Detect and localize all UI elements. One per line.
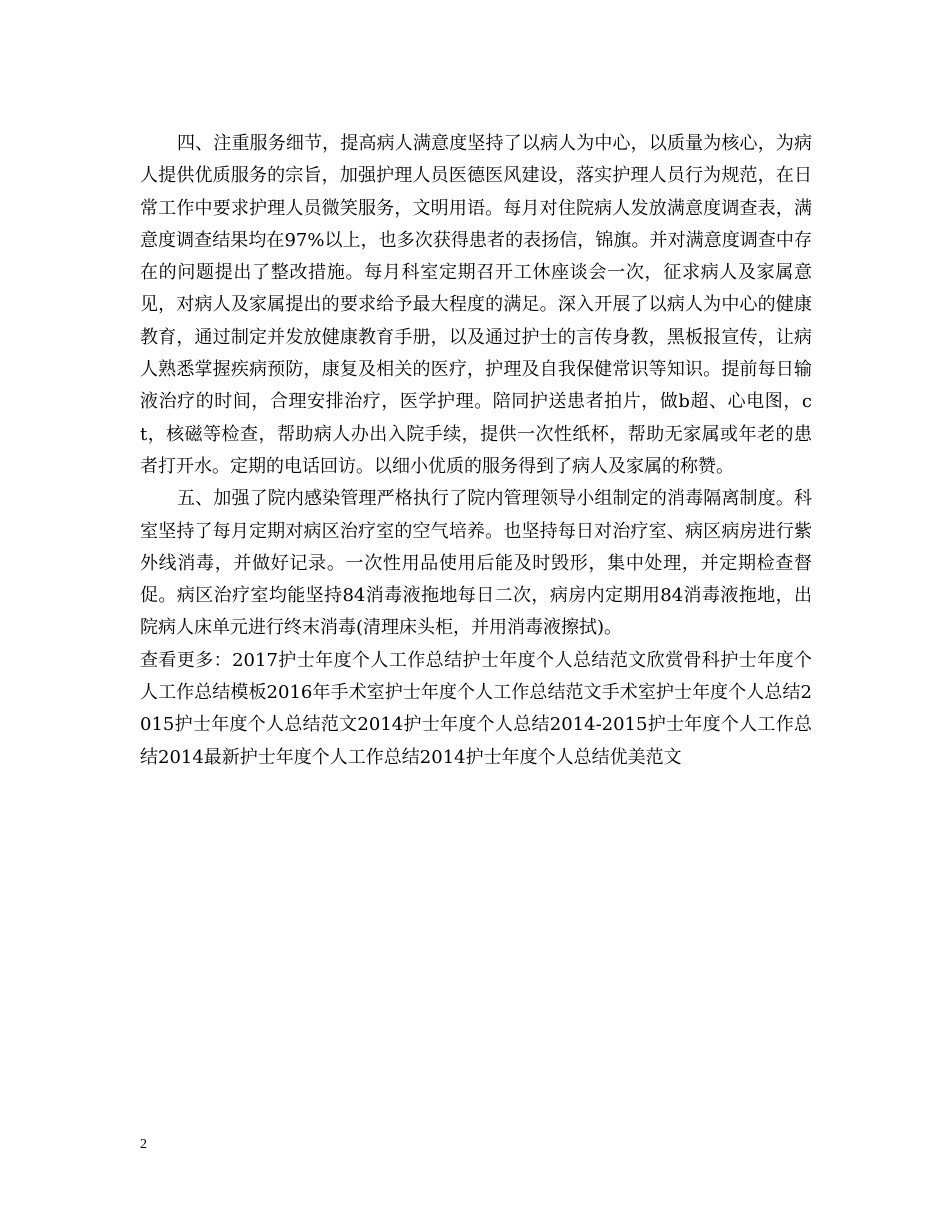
document-page <box>140 128 812 774</box>
see-more-links[interactable]: 查看更多：2017护士年度个人工作总结护士年度个人总结范文欣赏骨科护士年度个人工作总结模板2016年手术室护士年度个人工作总结范文手术室护士年度个人总结2015护士年度个人总结范文2014护士年度个人总结2014-2015护士年度个人工作总结2014最新护士年度个人工作总结2014护士年度个人总结优美范文 <box>140 649 812 768</box>
paragraph-service-details: 四、注重服务细节，提高病人满意度坚持了以病人为中心，以质量为核心，为病人提供优质服务的宗旨，加强护理人员医德医风建设，落实护理人员行为规范，在日常工作中要求护理人员微笑服务，文明用语。每月对住院病人发放满意度调查表，满意度调查结果均在97%以上，也多次获得患者的表扬信，锦旗。并对满意度调查中存在的问题提出了整改措施。每月科室定期召开工休座谈会一次，征求病人及家属意见，对病人及家属提出的要求给予最大程度的满足。深入开展了以病人为中心的健康教育，通过制定并发放健康教育手册，以及通过护士的言传身教，黑板报宣传，让病人熟悉掌握疾病预防，康复及相关的医疗，护理及自我保健常识等知识。提前每日输液治疗的时间，合理安排治疗，医学护理。陪同护送患者拍片，做b超、心电图，ct，核磁等检查，帮助病人办出入院手续，提供一次性纸杯，帮助无家属或年老的患者打开水。定期的电话回访。以细小优质的服务得到了病人及家属的称赞。 <box>140 133 812 477</box>
paragraph-infection-control: 五、加强了院内感染管理严格执行了院内管理领导小组制定的消毒隔离制度。科室坚持了每月定期对病区治疗室的空气培养。也坚持每日对治疗室、病区病房进行紫外线消毒，并做好记录。一次性用品使用后能及时毁形，集中处理，并定期检查督促。病区治疗室均能坚持84消毒液拖地每日二次，病房内定期用84消毒液拖地，出院病人床单元进行终末消毒(清理床头柜，并用消毒液擦拭)。 <box>140 488 812 639</box>
page-number: 2 <box>140 1137 147 1152</box>
